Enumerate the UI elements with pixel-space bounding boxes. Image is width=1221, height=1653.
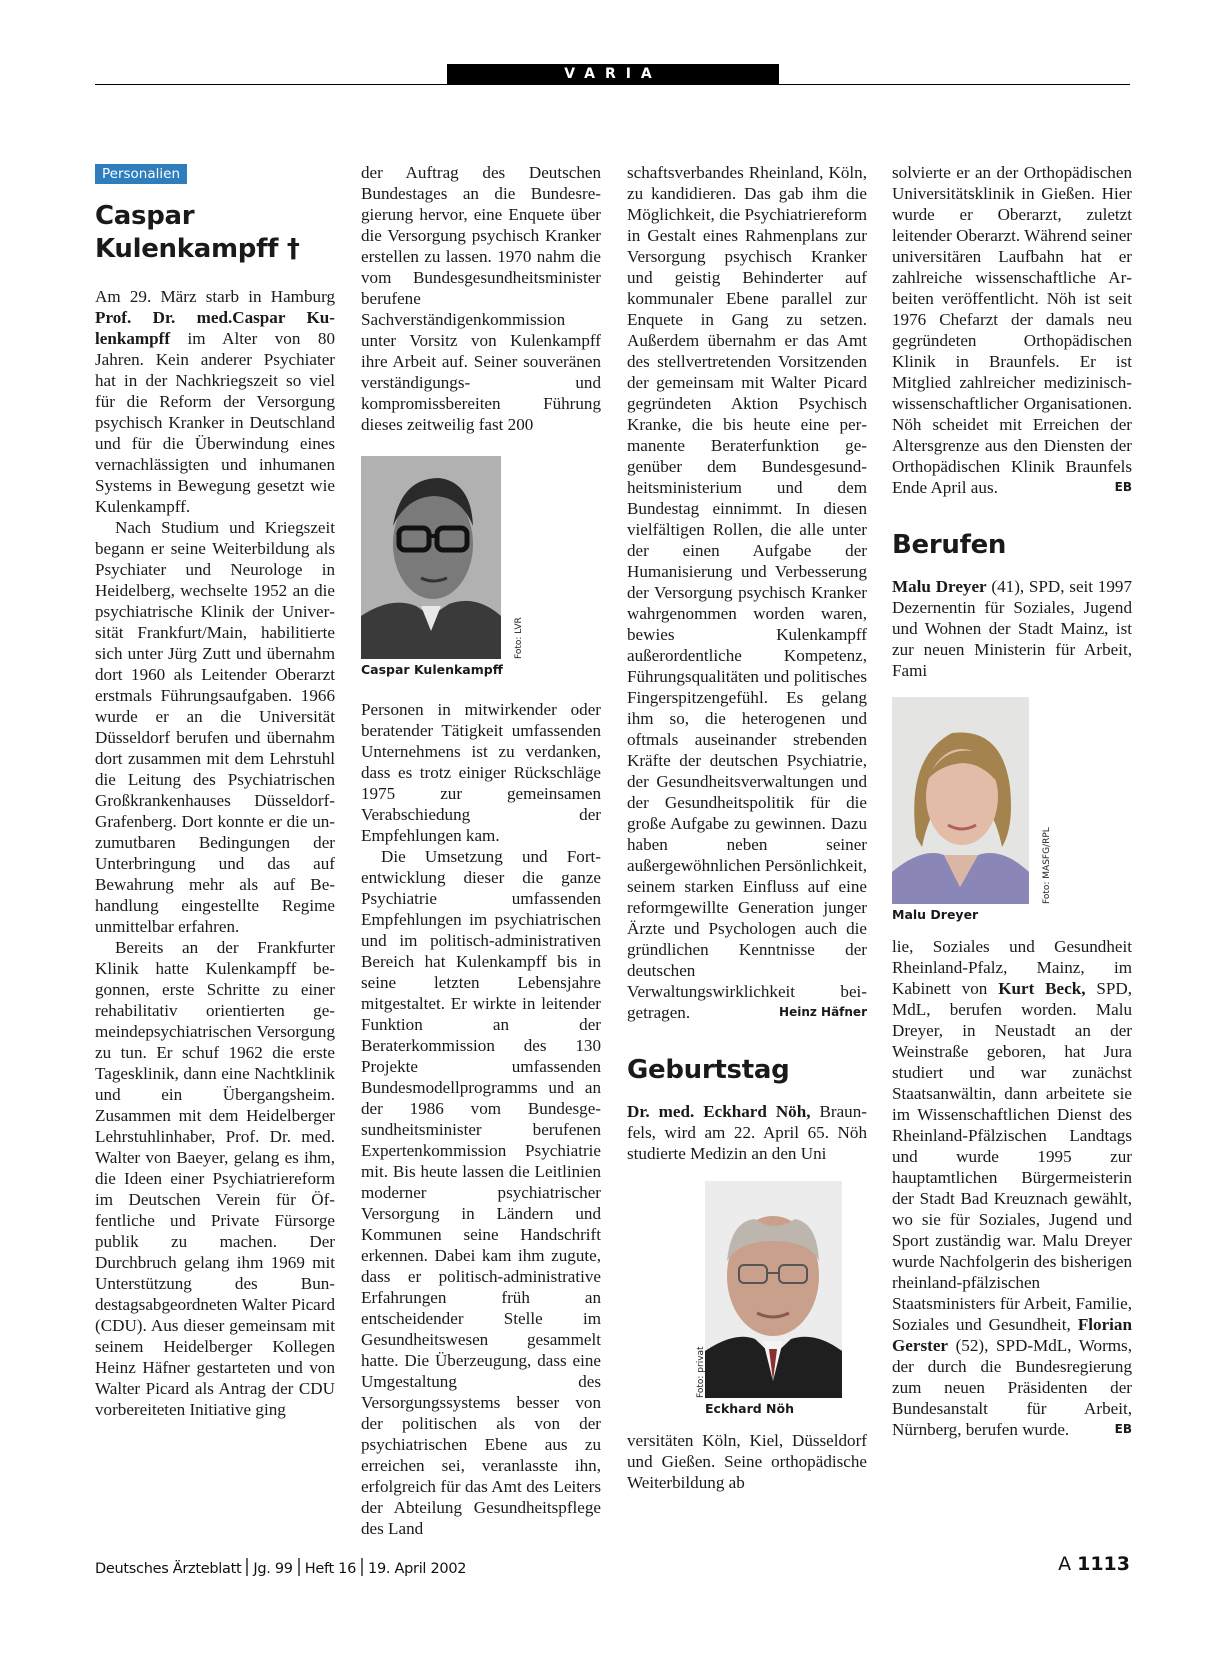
- paragraph: [627, 1101, 867, 1164]
- portrait-noeh-image: [705, 1181, 842, 1398]
- section-heading-geburtstag: Geburtstag: [627, 1055, 790, 1085]
- text: SPD, MdL, berufen worden. Malu Dreyer, in Neustadt an der Weinstraße geboren, hat Jura studiert und war zunächst Staatsanwältin, dann arbeitete sie im Wissenschaftlichen Dienst des Rheinland-Pfälzischen Landtags und wurde 1995 zur hauptamtlichen Bürgermeisterin der Stadt Bad Kreuznach gewählt, wo sie für Soziales, Jugend und Sport zuständig war. Malu Dreyer wurde Nachfolgerin des bisherigen rheinland-pfälzischen Staatsministers für Arbeit, Familie, Soziales und Gesundheit,: [892, 979, 1132, 1334]
- divider: [361, 1558, 363, 1576]
- footer-citation: [95, 1558, 466, 1577]
- author-signature: EB: [1114, 1422, 1132, 1436]
- photo-figure: [892, 697, 1052, 923]
- paragraph: [627, 162, 867, 1023]
- person-name: Dr. med. Eckhard Nöh,: [627, 1102, 811, 1121]
- photo-credit: Foto: MASFG/RPL: [1042, 827, 1052, 904]
- text: lie, Soziales und Gesundheit Rheinland-Pfalz, Mainz, im Kabinett von: [892, 937, 1132, 998]
- text: Braunfels, wird am 22. April 65. Nöh studierte Medizin an den Uni: [627, 1102, 867, 1163]
- author-signature: EB: [1114, 480, 1132, 494]
- photo-credit: Foto: privat: [696, 1346, 706, 1398]
- divider: [246, 1558, 248, 1576]
- text: schaftsverbandes Rheinland, Köln, zu kandidieren. Das gab ihm die Möglichkeit, die Psychiatriereform in Gestalt eines Rahmenplans zur Versorgung psychisch Kranker und geistig Behinderter auf kommunaler Ebene parallel zur Enquete in Gang zu setzen. Außerdem übernahm er das Amt des stellvertretenden Vorsitzenden der gemeinsam mit Walter Picard gegründeten Aktion Psychisch Kranke, die bis heute eine permanente Beraterfunktion gegenüber dem Bundesgesundheitsministerium und dem Bundestag einnimmt. In diesen vielfältigen Rollen, die alle unter der einen Aufgabe der Humanisierung und Verbesserung der Versorgung psychisch Kranker wahrgenommen worden waren, bewies Kulenkampff außerordentliche Kompetenz, Führungsqualitäten und politisches Fingerspitzengefühl. Es gelang ihm so, die heterogenen und oftmals auseinander strebenden Kräfte der deutschen Psychiatrie, der Gesundheitsverwaltungen und der Gesundheitspolitik für die große Aufgabe zu gewinnen. Dazu haben neben seiner außergewöhnlichen Persönlichkeit, seinem starken Einfluss auf eine reformgewillte Generation junger Ärzte und Psychologen auch die gründlichen Kenntnisse der deutschen Verwaltungswirklichkeit beigetragen.: [627, 163, 867, 1022]
- paragraph: Die Umsetzung und Fortentwicklung dieser die ganze Psychiatrie umfassenden Empfehlungen im psychiatrischen und im politisch-administrativen Bereich hat Kulenkampff bis in seine letzten Lebensjahre mitgestaltet. Er wirkte in leitender Funktion an der Beraterkommission des 130 Projekte umfassenden Bundesmodellprogramms und an der 1986 vom Bundesgesundheitsminister berufenen Expertenkommission Psychiatrie mit. Bis heute lassen die Leitlinien moderner psychiatrischer Versorgung in Ländern und Kommunen seine Handschrift erkennen. Dabei kam ihm zugute, dass er politisch-administrative Erfahrungen früh an entscheidender Stelle im Gesundheitswesen gesammelt hatte. Die Überzeugung, dass eine Umgestaltung des Versorgungssystems besser von der politischen als von der psychiatrischen Ebene aus zu erreichen sei, veranlasste ihn, erfolgreich für das Amt des Leiters der Abteilung Gesundheitspflege des Land: [361, 847, 601, 1538]
- text: Am 29. März starb in Hamburg: [95, 287, 335, 306]
- portrait-kulenkampff-image: [361, 456, 501, 659]
- paragraph: [892, 576, 1132, 681]
- photo-figure: [696, 1181, 865, 1417]
- issue: Heft 16: [304, 1561, 357, 1577]
- article-title-line1: Caspar: [95, 201, 195, 231]
- article-title-line2: Kulenkampff †: [95, 234, 300, 264]
- volume: Jg. 99: [253, 1561, 293, 1577]
- portrait-photo: [892, 697, 1029, 904]
- paragraph: [892, 162, 1132, 498]
- paragraph: [95, 286, 335, 517]
- column-1: [95, 162, 335, 1420]
- page-prefix: A: [1058, 1553, 1072, 1575]
- portrait-photo: [361, 456, 501, 659]
- portrait-dreyer-image: [892, 697, 1029, 904]
- section-header: VARIA: [447, 64, 779, 85]
- paragraph: [892, 936, 1132, 1440]
- article-title: [95, 200, 335, 266]
- column-3: [627, 162, 867, 1493]
- paragraph: Personen in mitwirkender oder beratender Tätigkeit umfassenden Unternehmens ist zu verdanken, dass es trotz einiger Rückschläge 1975 zur gemeinsamen Verabschiedung der Empfehlungen kam.: [361, 700, 601, 845]
- person-name: Malu Dreyer: [892, 577, 987, 596]
- author-signature: Heinz Häfner: [779, 1005, 867, 1019]
- rubric-tag: Personalien: [95, 164, 187, 184]
- page-number-value: 1113: [1077, 1553, 1130, 1575]
- section-heading-berufen: Berufen: [892, 530, 1007, 560]
- photo-figure: [361, 456, 524, 678]
- person-name: Kurt Beck,: [998, 979, 1086, 998]
- column-4: [892, 162, 1132, 1440]
- text: im Alter von 80 Jahren. Kein anderer Psychiater hat in der Nachkriegszeit so viel für die Reform der Versorgung psychisch Kranker in Deutschland und für die Überwindung eines vernachlässigten und inhumanen Systems in Bewegung gesetzt wie Kulenkampff.: [95, 329, 335, 516]
- text: (52), SPD-MdL, Worms, der durch die Bundesregierung zum neuen Präsidenten der Bundesanstalt für Arbeit, Nürnberg, berufen wurde.: [892, 1336, 1132, 1439]
- person-name: Prof. Dr. med.Caspar Kulenkampff: [95, 308, 335, 348]
- text: solvierte er an der Orthopädischen Universitätsklinik in Gießen. Hier wurde er Oberarzt, zuletzt leitender Oberarzt. Während seiner universitären Laufbahn hat er zahlreiche wissenschaftliche Arbeiten veröffentlicht. Nöh ist seit 1976 Chefarzt der damals neu gegründeten Orthopädischen Klinik in Braunfels. Er ist Mitglied zahlreicher medizinisch-wissenschaftlicher Organisationen. Nöh scheidet mit Erreichen der Altersgrenze aus den Diensten der Orthopädischen Klinik Braunfels Ende April aus.: [892, 163, 1132, 497]
- paragraph: Nach Studium und Kriegszeit begann er seine Weiterbildung als Psychiater und Neurologe in Heidelberg, wechselte 1952 an die psychiatrische Klinik der Universität Frankfurt/Main, habilitierte sich unter Jürg Zutt und übernahm dort 1960 als Leitender Oberarzt erstmals Führungsaufgaben. 1966 wurde er an die Universität Düsseldorf berufen und übernahm dort zusammen mit dem Lehrstuhl die Leitung des Psychiatrischen Großkrankenhauses Düsseldorf-Grafenberg. Dort konnte er die unzumutbaren Bedingungen der Unterbringung und das auf Bewahrung mehr als auf Behandlung eingestellte Regime unmittelbar erfahren.: [95, 518, 335, 936]
- photo-caption: Caspar Kulenkampff: [361, 662, 503, 677]
- paragraph: der Auftrag des Deutschen Bundestages an die Bundesregierung hervor, eine Enquete über die Versorgung psychisch Kranker erstellen zu lassen. 1970 nahm die vom Bundesgesundheitsminister berufene Sachverständigenkommission unter Vorsitz von Kulenkampff ihre Arbeit auf. Seiner souveränen verständigungs- und kompromissbereiten Führung dieses zeitweilig fast 200: [361, 163, 601, 434]
- portrait-photo: [705, 1181, 842, 1398]
- issue-date: 19. April 2002: [368, 1561, 467, 1577]
- divider: [298, 1558, 300, 1576]
- photo-caption: Eckhard Nöh: [705, 1401, 795, 1416]
- page-number: [1058, 1553, 1130, 1575]
- paragraph: Bereits an der Frankfurter Klinik hatte Kulenkampff begonnen, erste Schritte zu einer rehabilitativ orientierten gemeindepsychiatrischen Versorgung zu tun. Er schuf 1962 die erste Tagesklinik, dann eine Nachtklinik und ein Übergangsheim. Zusammen mit dem Heidelberger Lehrstuhlinhaber, Prof. Dr. med. Walter von Baeyer, gelang es ihm, die Ideen einer Psychiatriereform im Deutschen Verein für Öffentliche und Private Fürsorge publik zu machen. Der Durchbruch gelang ihm 1969 mit Unterstützung des Bundestagsabgeordneten Walter Picard (CDU). Aus dieser gemeinsam mit seinem Heidelberger Kollegen Heinz Häfner gestarteten und von Walter Picard als Antrag der CDU vorbereiteten Initiative ging: [95, 938, 335, 1419]
- journal-name: Deutsches Ärzteblatt: [95, 1561, 242, 1577]
- person-name: Florian Gerster: [892, 1315, 1132, 1355]
- text: (41), SPD, seit 1997 Dezernentin für Soziales, Jugend und Wohnen der Stadt Mainz, ist zur neuen Ministerin für Arbeit, Fami: [892, 577, 1132, 680]
- column-2: [361, 162, 601, 1539]
- photo-caption: Malu Dreyer: [892, 907, 979, 922]
- paragraph: versitäten Köln, Kiel, Düsseldorf und Gießen. Seine orthopädische Weiterbildung ab: [627, 1431, 867, 1492]
- photo-credit: Foto: LVR: [514, 617, 524, 659]
